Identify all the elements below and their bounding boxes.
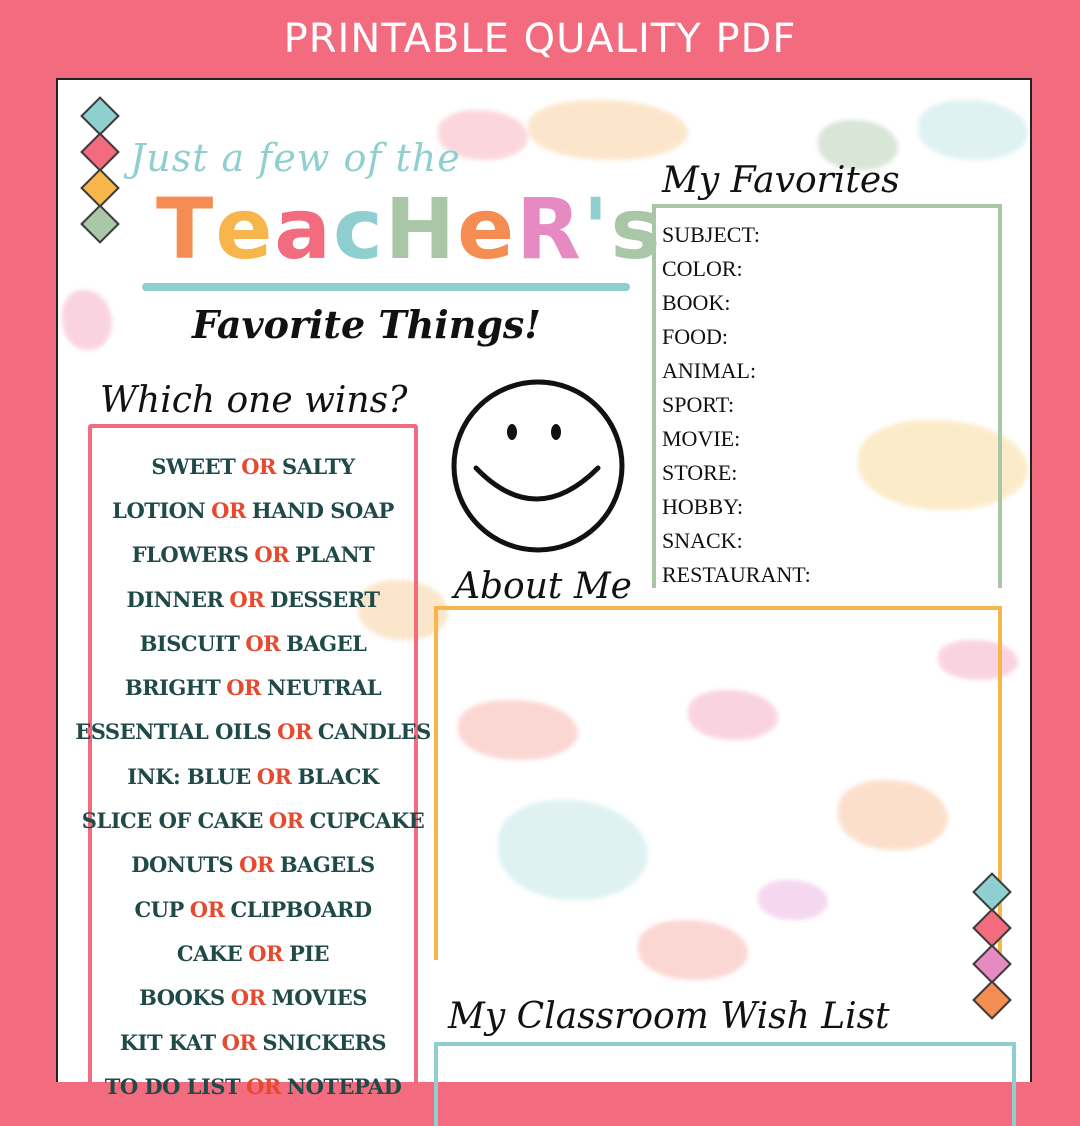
which-one-wins-item (92, 488, 414, 532)
decorative-blob (62, 290, 112, 350)
option-b: HAND SOAP (251, 497, 394, 523)
decorative-blob (918, 100, 1028, 160)
option-b: BAGELS (279, 852, 375, 878)
option-a: KIT KAT (119, 1029, 216, 1055)
favorite-item-label: MOVIE: (662, 426, 741, 451)
banner-text: PRINTABLE QUALITY PDF (283, 16, 797, 62)
diamond-decoration-top (84, 100, 116, 240)
which-one-wins-item (92, 533, 414, 577)
favorite-item-label: SUBJECT: (662, 222, 760, 247)
favorite-item-label: BOOK: (662, 290, 731, 315)
or-word: OR (211, 497, 246, 523)
option-a: SWEET (151, 453, 236, 479)
banner (0, 0, 1080, 78)
option-b: NEUTRAL (267, 675, 382, 701)
title-letter: T (156, 180, 216, 278)
title-letter: c (332, 180, 385, 278)
option-b: NOTEPAD (286, 1073, 402, 1099)
or-word: OR (245, 630, 281, 656)
which-one-wins-item (75, 710, 431, 754)
or-word: OR (254, 542, 290, 568)
title-letter: R (516, 180, 583, 278)
option-a: INK: BLUE (127, 763, 251, 789)
which-one-wins-item (92, 577, 414, 621)
or-word: OR (246, 1073, 281, 1099)
classroom-wish-list-heading: My Classroom Wish List (448, 996, 890, 1037)
option-a: ESSENTIAL OILS (75, 719, 272, 745)
option-a: BOOKS (139, 985, 225, 1011)
which-one-wins-item (92, 1020, 414, 1064)
diamond-icon (972, 944, 1012, 984)
option-a: BRIGHT (124, 675, 221, 701)
favorite-item-label: STORE: (662, 460, 738, 485)
title-teachers (156, 180, 662, 278)
option-b: DESSERT (270, 586, 380, 612)
option-a: BISCUIT (139, 630, 240, 656)
option-a: CAKE (176, 940, 243, 966)
which-one-wins-item (92, 931, 414, 975)
option-b: PLANT (295, 542, 375, 568)
favorite-item-label: RESTAURANT: (662, 562, 811, 587)
about-me-heading: About Me (454, 566, 632, 607)
title-letter: e (215, 180, 275, 278)
option-b: BLACK (297, 763, 379, 789)
option-a: CUP (134, 896, 184, 922)
option-a: DINNER (126, 586, 224, 612)
my-favorites-list (662, 218, 811, 592)
diamond-icon (972, 872, 1012, 912)
diamond-icon (972, 908, 1012, 948)
option-b: PIE (288, 940, 330, 966)
diamond-icon (80, 96, 120, 136)
diamond-icon (80, 132, 120, 172)
title-letter: H (384, 180, 458, 278)
option-b: SNICKERS (262, 1029, 387, 1055)
or-word: OR (239, 852, 274, 878)
title-favorite-things: Favorite Things! (192, 302, 541, 347)
option-b: MOVIES (271, 985, 367, 1011)
option-b: CUPCAKE (309, 808, 425, 834)
option-a: SLICE OF CAKE (81, 808, 263, 834)
or-word: OR (230, 985, 266, 1011)
favorite-item-label: SNACK: (662, 528, 743, 553)
title-line-1: Just a few of the (130, 136, 461, 180)
which-one-wins-box (75, 424, 431, 1112)
diamond-icon (972, 980, 1012, 1020)
which-one-wins-item (92, 754, 414, 798)
or-word: OR (256, 763, 292, 789)
title-underline (142, 283, 630, 291)
worksheet-page (56, 78, 1032, 1099)
favorite-item-label: FOOD: (662, 324, 729, 349)
option-a: DONUTS (131, 852, 234, 878)
favorite-item-label: ANIMAL: (662, 358, 757, 383)
option-b: BAGEL (286, 630, 367, 656)
diamond-icon (80, 204, 120, 244)
which-one-wins-item (92, 1064, 414, 1108)
diamond-icon (80, 168, 120, 208)
option-b: SALTY (282, 453, 355, 479)
diamond-decoration-bottom (976, 876, 1008, 1016)
which-one-wins-item (92, 444, 414, 488)
favorite-item-label: HOBBY: (662, 494, 744, 519)
favorite-item-label: COLOR: (662, 256, 743, 281)
favorite-item-label: SPORT: (662, 392, 735, 417)
which-one-wins-item (81, 798, 425, 842)
decorative-blob (528, 100, 688, 160)
or-word: OR (189, 896, 225, 922)
or-word: OR (221, 1029, 257, 1055)
which-one-wins-heading: Which one wins? (100, 380, 408, 421)
option-a: FLOWERS (131, 542, 249, 568)
which-one-wins-item (92, 843, 414, 887)
which-one-wins-item (92, 665, 414, 709)
title-letter: e (457, 180, 517, 278)
title-letter: ' (582, 180, 611, 278)
option-a: LOTION (112, 497, 206, 523)
or-word: OR (268, 808, 304, 834)
my-favorites-heading: My Favorites (662, 160, 900, 201)
or-word: OR (241, 453, 276, 479)
or-word: OR (226, 675, 262, 701)
about-me-box (434, 606, 1002, 960)
option-b: CLIPBOARD (230, 896, 372, 922)
smiley-face-icon (448, 376, 628, 556)
or-word: OR (277, 719, 312, 745)
option-b: CANDLES (317, 719, 431, 745)
which-one-wins-item (92, 887, 414, 931)
which-one-wins-list (75, 444, 431, 1108)
title-letter: a (274, 180, 333, 278)
option-a: TO DO LIST (104, 1073, 241, 1099)
classroom-wish-list-box (434, 1042, 1016, 1126)
or-word: OR (248, 940, 283, 966)
or-word: OR (229, 586, 265, 612)
which-one-wins-item (92, 976, 414, 1020)
which-one-wins-item (92, 621, 414, 665)
title-letter: s (610, 180, 663, 278)
